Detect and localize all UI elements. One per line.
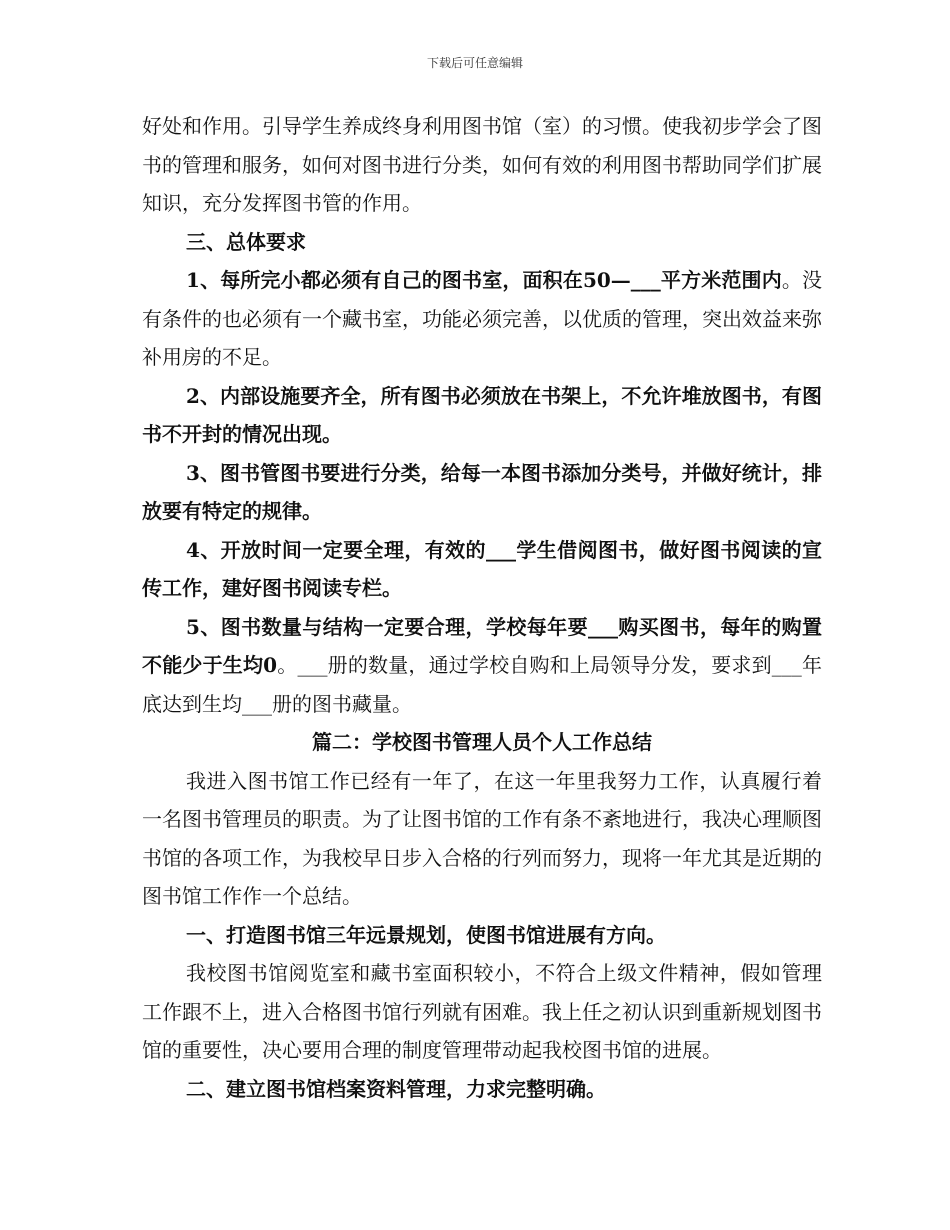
requirement-item-4: 4、开放时间一定要全理，有效的___学生借阅图书，做好图书阅读的宣传工作，建好图书阅读专栏。 [142,537,822,600]
section-heading-overall-requirements: 三、总体要求 [186,229,306,254]
article-title-part-two: 篇二：学校图书管理人员个人工作总结 [312,730,652,754]
requirement-item-2: 2、内部设施要齐全，所有图书必须放在书架上，不允许堆放图书，有图书不开封的情况出现。 [142,383,822,446]
section-heading-three-year-plan: 一、打造图书馆三年远景规划，使图书馆进展有方向。 [186,922,666,947]
section-heading-archive-management: 二、建立图书馆档案资料管理，力求完整明确。 [186,1076,606,1101]
requirement-item-5-rest: 。___册的数量，通过学校自购和上局领导分发，要求到___年底达到生均___册的图书藏量。 [142,653,823,716]
requirement-item-1-bold: 1、每所完小都必须有自己的图书室，面积在50—___平方米范围内 [186,268,782,292]
requirement-item-3: 3、图书管图书要进行分类，给每一本图书添加分类号，并做好统计，排放要有特定的规律。 [142,460,822,523]
requirement-item-5-bold: 5、图书数量与结构一定要合理，学校每年要___购买图书，每年的购置不能少于生均0 [142,614,822,677]
page-header: 下载后可任意编辑 [426,56,523,70]
requirement-item-1 [142,261,822,377]
paragraph-intro-continued: 好处和作用。引导学生养成终身利用图书馆（室）的习惯。使我初步学会了图书的管理和服务，如何对图书进行分类，如何有效的利用图书帮助同学们扩展知识，充分发挥图书管的作用。 [142,114,822,215]
paragraph-summary-intro: 我进入图书馆工作已经有一年了，在这一年里我努力工作，认真履行着一名图书管理员的职责。为了让图书馆的工作有条不紊地进行，我决心理顺图书馆的各项工作，为我校早日步入合格的行列而努力，现将一年尤其是近期的图书馆工作作一个总结。 [142,768,822,908]
requirement-item-1-rest: 。没有条件的也必须有一个藏书室，功能必须完善，以优质的管理，突出效益来弥补用房的不足。 [142,268,823,369]
paragraph-plan-details: 我校图书馆阅览室和藏书室面积较小，不符合上级文件精神，假如管理工作跟不上，进入合格图书馆行列就有困难。我上任之初认识到重新规划图书馆的重要性，决心要用合理的制度管理带动起我校图书馆的进展。 [142,961,822,1062]
document-body [142,107,822,1108]
requirement-item-5 [142,608,822,724]
